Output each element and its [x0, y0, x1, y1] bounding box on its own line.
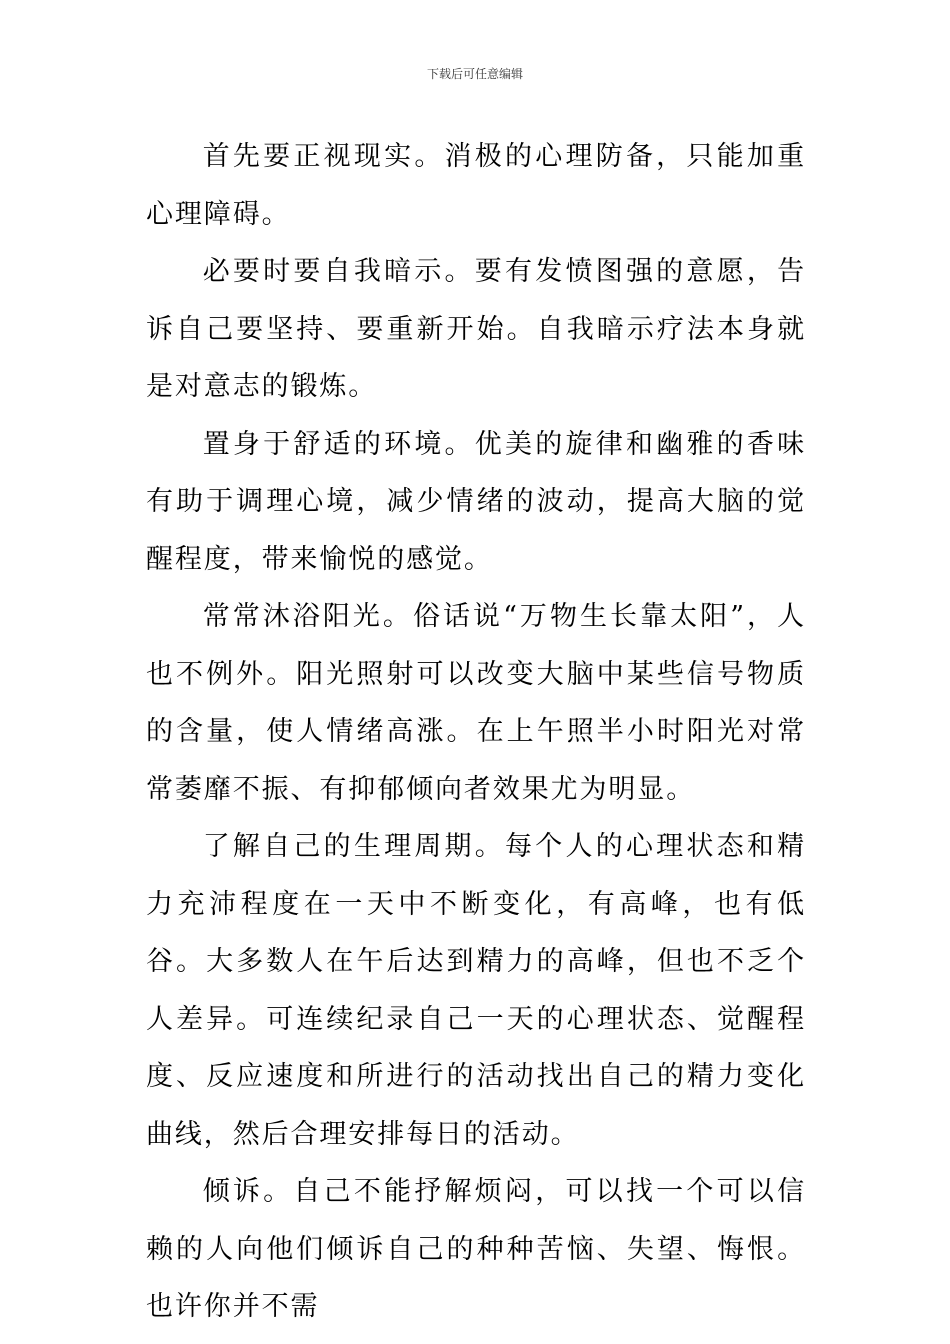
paragraph-sunlight: 常常沐浴阳光。俗话说“万物生长靠太阳”，人也不例外。阳光照射可以改变大脑中某些信号物质的含量，使人情绪高涨。在上午照半小时阳光对常常萎靡不振、有抑郁倾向者效果尤为明显。	[146, 601, 806, 805]
paragraph-comfortable-environment: 置身于舒适的环境。优美的旋律和幽雅的香味有助于调理心境，减少情绪的波动，提高大脑的觉醒程度，带来愉悦的感觉。	[146, 428, 806, 575]
document-body	[146, 128, 806, 1336]
paragraph-self-suggestion: 必要时要自我暗示。要有发愤图强的意愿，告诉自己要坚持、要重新开始。自我暗示疗法本身就是对意志的锻炼。	[146, 256, 806, 402]
paragraph-confide: 倾诉。自己不能抒解烦闷，可以找一个可以信赖的人向他们倾诉自己的种种苦恼、失望、悔恨。也许你并不需	[146, 1176, 806, 1322]
paragraph-physiological-cycle: 了解自己的生理周期。每个人的心理状态和精力充沛程度在一天中不断变化，有高峰，也有低谷。大多数人在午后达到精力的高峰，但也不乏个人差异。可连续纪录自己一天的心理状态、觉醒程度、反应速度和所进行的活动找出自己的精力变化曲线，然后合理安排每日的活动。	[146, 831, 806, 1150]
paragraph-face-reality: 首先要正视现实。消极的心理防备，只能加重心理障碍。	[146, 141, 806, 230]
page-header-note: 下载后可任意编辑	[426, 67, 523, 81]
